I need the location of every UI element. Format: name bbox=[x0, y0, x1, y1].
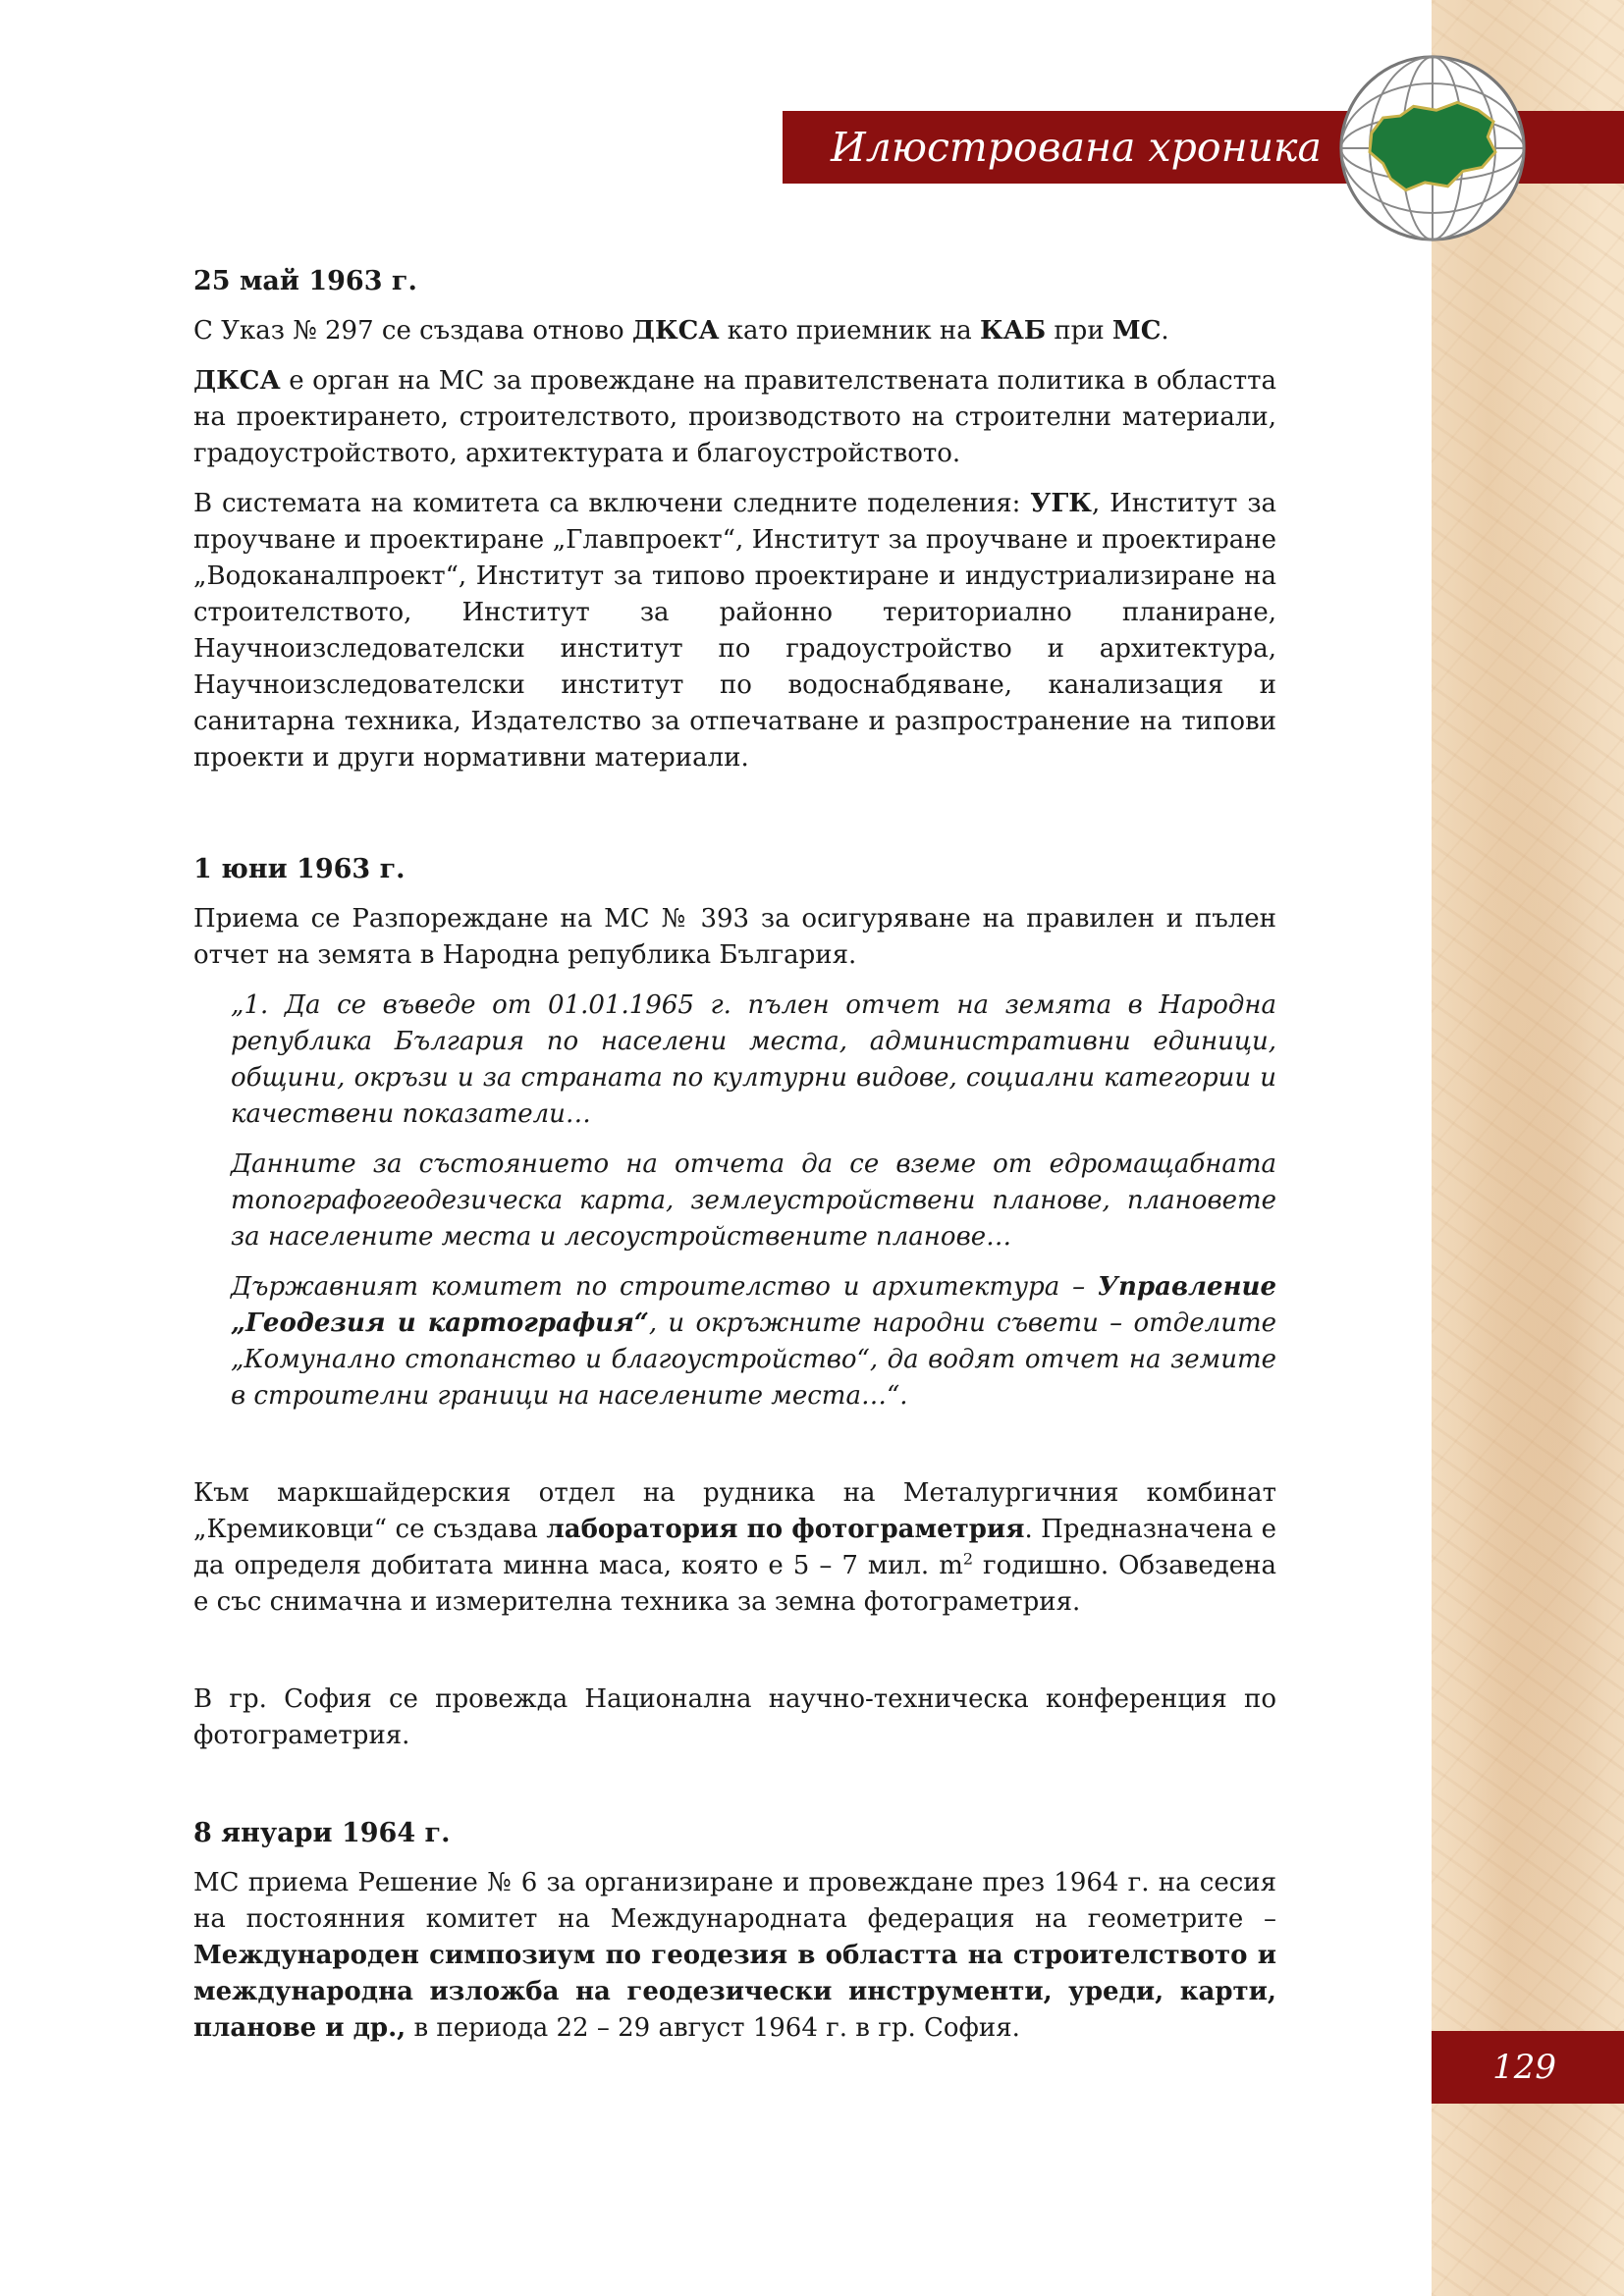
spacer bbox=[193, 1428, 1276, 1475]
quote-paragraph: Държавният комитет по строителство и архитектура – Управление „Геодезия и картография“, и окръжните народни съвети – отделите „Комунално стопанство и благоустройство“, да водят отчет на земите в строителни граници на населените места…“. bbox=[231, 1272, 1276, 1411]
superscript: 2 bbox=[962, 1549, 974, 1569]
spacer bbox=[193, 790, 1276, 851]
entry-paragraph: МС приема Решение № 6 за организиране и провеждане през 1964 г. на сесия на постоянния комитет на Международната федерация на геометрите – Международен симпозиум по геодезия в областта на строителството и международна изложба на геодезически инструменти, уреди, карти, планове и др., в периода 22 – 29 август 1964 г. в гр. София. bbox=[193, 1868, 1276, 2043]
entry-paragraph: Приема се Разпореждане на МС № 393 за осигуряване на правилен и пълен отчет на земята в Народна република България. bbox=[193, 904, 1276, 970]
entry-paragraph: В системата на комитета са включени следните поделения: УГК, Институт за проучване и проектиране „Главпроект“, Институт за проучване и проектиране „Водоканалпроект“, Институт за типово проектиране и индустриализиране на строителството, Институт за районно териториално планиране, Научноизследователски институт по градоустройство и архитектура, Научноизследователски институт по водоснабдяване, канализация и санитарна техника, Издателство за отпечатване и разпространение на типови проекти и други нормативни материали. bbox=[193, 489, 1276, 773]
bold-term: ДКСА bbox=[631, 316, 720, 346]
bold-term: ДКСА bbox=[193, 366, 281, 396]
entry-date: 1 юни 1963 г. bbox=[193, 854, 406, 884]
bold-term: Управление „Геодезия и картография“ bbox=[231, 1272, 1276, 1338]
bold-term: МС bbox=[1111, 316, 1162, 346]
decorative-side-strip bbox=[1432, 0, 1624, 2296]
entry-paragraph: Към маркшайдерския отдел на рудника на Металургичния комбинат „Кремиковци“ се създава лаборатория по фотограметрия. Предназначена е да определя добитата минна маса, която е 5 – 7 мил. $m^2$ годишно. Обзаведена е със снимачна и измерителна техника за земна фотограметрия. bbox=[193, 1478, 1277, 1617]
entry-paragraph: В гр. София се провежда Национална научно-техническа конференция по фотограметрия. bbox=[193, 1684, 1276, 1750]
quote-paragraph: Данните за състоянието на отчета да се вземе от едромащабната топографогеодезическа карта, землеустройствени планове, плановете за населените места и лесоустройствените планове… bbox=[231, 1149, 1276, 1252]
bold-term: Международен симпозиум по геодезия в областта на строителството и международна изложба на геодезически инструменти, уреди, карти, планове и др., bbox=[193, 1941, 1276, 2043]
page-number: 129 bbox=[1492, 2048, 1556, 2087]
entry-date: 25 май 1963 г. bbox=[193, 266, 417, 296]
bold-term: УГК bbox=[1030, 489, 1092, 518]
entry-paragraph: ДКСА е орган на МС за провеждане на правителствената политика в областта на проектирането, строителството, производството на строителни материали, градоустройството, архитектурата и благоустройството. bbox=[193, 366, 1276, 468]
spacer bbox=[193, 1634, 1276, 1682]
bold-term: КАБ bbox=[980, 316, 1047, 346]
bold-term: лаборатория по фотограметрия bbox=[546, 1515, 1025, 1544]
running-header-title: Илюстрована хроника bbox=[831, 124, 1322, 171]
spacer bbox=[193, 1768, 1276, 1815]
entry-date: 8 януари 1964 г. bbox=[193, 1818, 451, 1848]
quote-paragraph: „1. Да се въведе от 01.01.1965 г. пълен отчет на земята в Народна република България по населени места, административни единици, общини, окръзи и за страната по културни видове, социални категории и качествени показатели… bbox=[231, 990, 1276, 1129]
globe-logo-icon bbox=[1337, 53, 1528, 243]
document-body bbox=[193, 263, 1276, 2060]
entry-paragraph: С Указ № 297 се създава отново ДКСА като приемник на КАБ при МС. bbox=[193, 316, 1169, 346]
